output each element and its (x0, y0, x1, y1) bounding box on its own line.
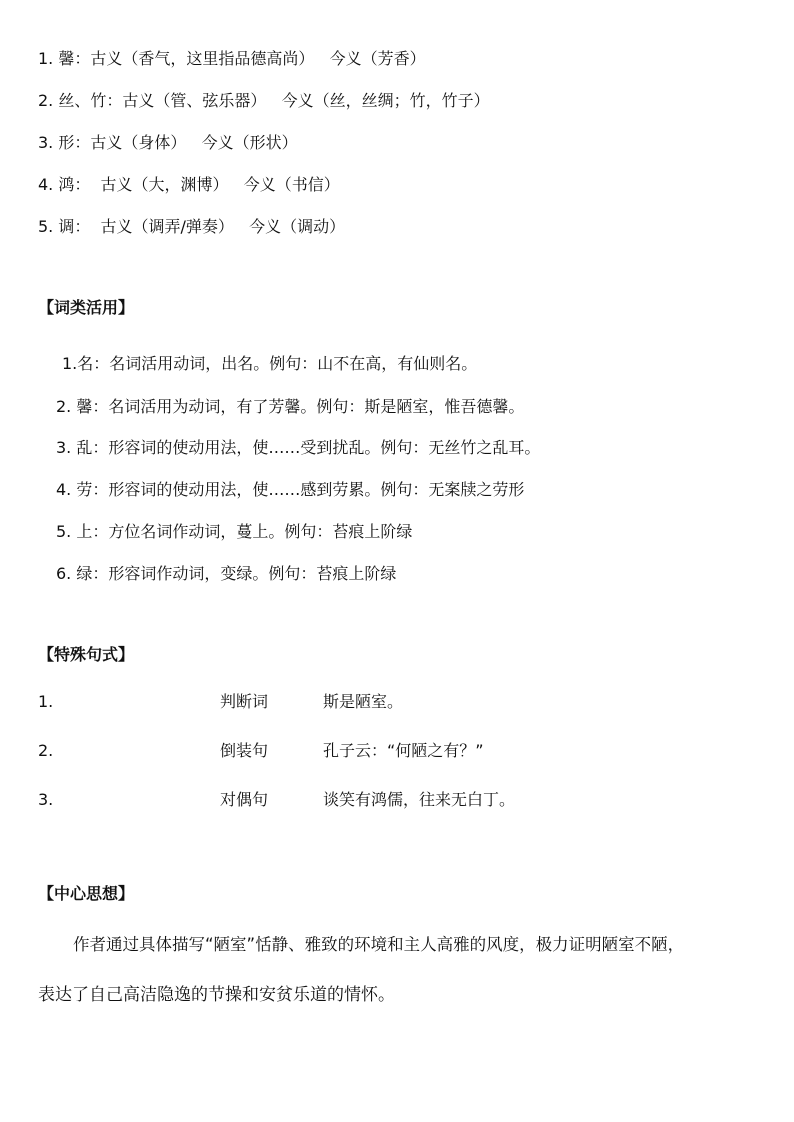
special-sentence-number-2: 2. (38, 741, 54, 760)
ancient-modern-item-2: 2. 丝、竹：古义（管、弦乐器） 今义（丝，丝绸；竹，竹子） (38, 91, 490, 110)
section-heading-word-class: 【词类活用】 (38, 298, 135, 317)
special-sentence-example-2: 孔子云：“何陋之有？” (323, 741, 484, 760)
word-class-item-5: 5. 上：方位名词作动词，蔓上。例句：苔痕上阶绿 (56, 522, 413, 541)
word-class-item-3: 3. 乱：形容词的使动用法，使……受到扰乱。例句：无丝竹之乱耳。 (56, 438, 541, 457)
special-sentence-number-3: 3. (38, 790, 54, 809)
word-class-item-1: 1.名：名词活用动词，出名。例句：山不在高，有仙则名。 (62, 354, 478, 373)
ancient-modern-item-5: 5. 调： 古义（调弄/弹奏） 今义（调动） (38, 217, 346, 236)
section-heading-central-idea: 【中心思想】 (38, 884, 135, 903)
ancient-modern-item-4: 4. 鸿： 古义（大，渊博） 今义（书信） (38, 175, 340, 194)
special-sentence-type-2: 倒装句 (220, 741, 269, 760)
word-class-item-4: 4. 劳：形容词的使动用法，使……感到劳累。例句：无案牍之劳形 (56, 480, 525, 499)
word-class-item-2: 2. 馨：名词活用为动词，有了芳馨。例句：斯是陋室，惟吾德馨。 (56, 397, 525, 416)
special-sentence-type-3: 对偶句 (220, 790, 269, 809)
special-sentence-example-3: 谈笑有鸿儒，往来无白丁。 (323, 790, 516, 809)
central-idea-line-2: 表达了自己高洁隐逸的节操和安贫乐道的情怀。 (38, 985, 395, 1005)
ancient-modern-item-1: 1. 馨：古义（香气，这里指品德高尚） 今义（芳香） (38, 49, 426, 68)
special-sentence-example-1: 斯是陋室。 (323, 692, 404, 711)
central-idea-line-1: 作者通过具体描写“陋室”恬静、雅致的环境和主人高雅的风度，极力证明陋室不陋， (73, 935, 685, 954)
special-sentence-number-1: 1. (38, 692, 54, 711)
ancient-modern-item-3: 3. 形：古义（身体） 今义（形状） (38, 133, 298, 152)
word-class-item-6: 6. 绿：形容词作动词，变绿。例句：苔痕上阶绿 (56, 564, 397, 583)
special-sentence-type-1: 判断词 (220, 692, 269, 711)
section-heading-special-sentences: 【特殊句式】 (38, 645, 135, 664)
